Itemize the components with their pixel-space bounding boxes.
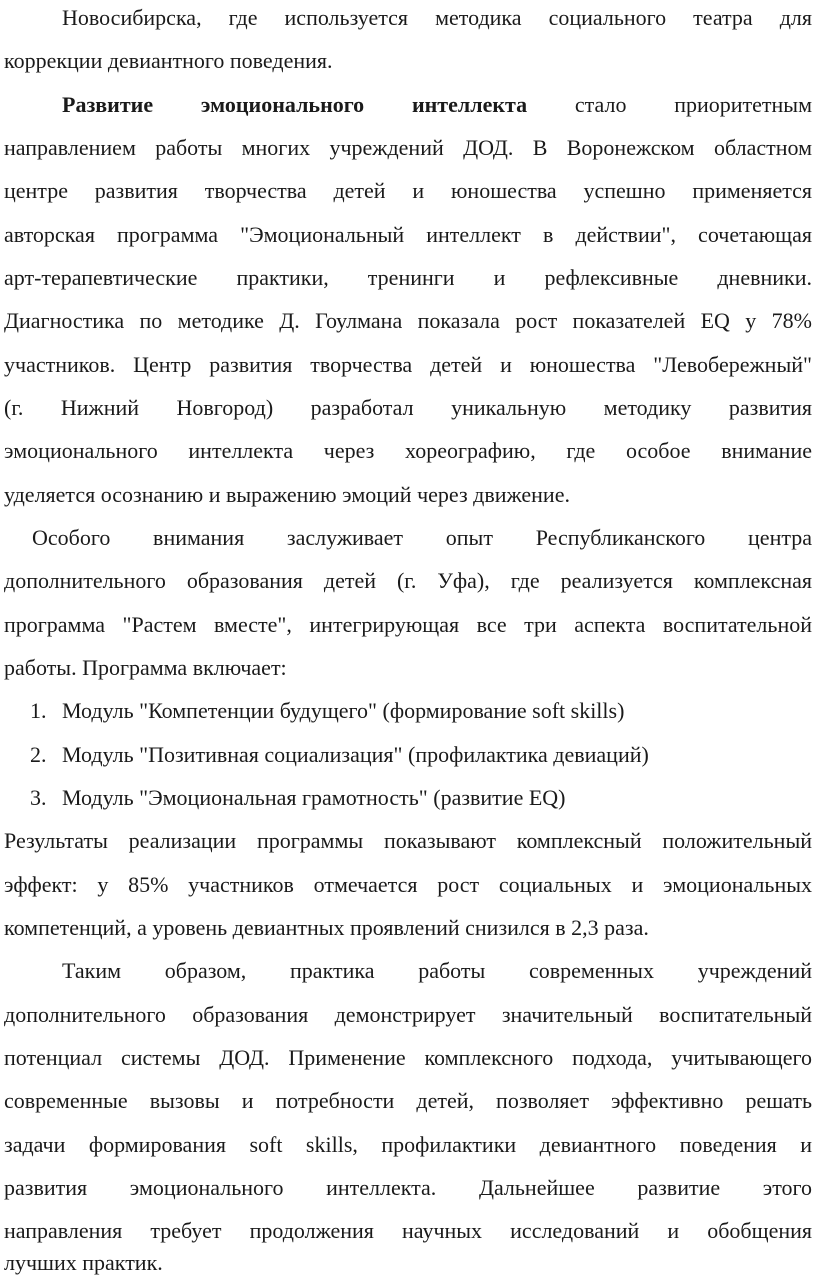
paragraph-line: компетенций, а уровень девиантных проявлений снизился в 2,3 раза.	[4, 915, 649, 940]
paragraph-line: коррекции девиантного поведения.	[4, 48, 333, 73]
paragraph-line: дополнительного образования детей (г. Уфа), где реализуется комплексная	[4, 568, 812, 593]
paragraph-line: авторская программа "Эмоциональный интеллект в действии", сочетающая	[4, 222, 812, 247]
paragraph-line: эмоционального интеллекта через хореографию, где особое внимание	[4, 438, 812, 463]
paragraph-line: участников. Центр развития творчества детей и юношества "Левобережный"	[4, 352, 812, 377]
paragraph-line: дополнительного образования демонстрирует значительный воспитательный	[4, 1002, 812, 1027]
paragraph-line: центре развития творчества детей и юношества успешно применяется	[4, 178, 812, 203]
paragraph-line: Таким образом, практика работы современных учреждений	[62, 958, 812, 983]
paragraph-line: работы. Программа включает:	[4, 655, 287, 680]
paragraph-line: развития эмоционального интеллекта. Дальнейшее развитие этого	[4, 1175, 812, 1200]
bold-lead-phrase: Развитие эмоционального интеллекта	[62, 92, 528, 117]
list-text: Модуль "Позитивная социализация" (профилактика девиаций)	[62, 742, 649, 767]
paragraph-line: уделяется осознанию и выражению эмоций через движение.	[4, 482, 570, 507]
list-number: 3.	[30, 785, 47, 810]
paragraph-line: направления требует продолжения научных исследований и обобщения	[4, 1218, 812, 1243]
list-number: 1.	[30, 698, 47, 723]
paragraph-line: Диагностика по методике Д. Гоулмана показала рост показателей EQ у 78%	[4, 308, 812, 333]
paragraph-line: программа "Растем вместе", интегрирующая все три аспекта воспитательной	[4, 612, 812, 637]
list-text: Модуль "Компетенции будущего" (формирование soft skills)	[62, 698, 625, 723]
paragraph-line: Результаты реализации программы показывают комплексный положительный	[4, 828, 812, 853]
paragraph-line: задачи формирования soft skills, профилактики девиантного поведения и	[4, 1132, 812, 1157]
paragraph-line: направлением работы многих учреждений ДОД. В Воронежском областном	[4, 135, 812, 160]
paragraph-line: эффект: у 85% участников отмечается рост социальных и эмоциональных	[4, 872, 812, 897]
list-number: 2.	[30, 742, 47, 767]
paragraph-line: лучших практик.	[4, 1250, 163, 1275]
paragraph-line: (г. Нижний Новгород) разработал уникальную методику развития	[4, 395, 812, 420]
paragraph-line: Новосибирска, где используется методика социального театра для	[62, 5, 812, 30]
paragraph-line: арт-терапевтические практики, тренинги и рефлексивные дневники.	[4, 265, 812, 290]
paragraph-line-lead	[4, 92, 812, 118]
paragraph-line: Особого внимания заслуживает опыт Республиканского центра	[32, 525, 812, 550]
paragraph-line: потенциал системы ДОД. Применение комплексного подхода, учитывающего	[4, 1045, 812, 1070]
paragraph-text: стало приоритетным	[574, 92, 813, 117]
paragraph-line: современные вызовы и потребности детей, позволяет эффективно решать	[4, 1088, 812, 1113]
list-text: Модуль "Эмоциональная грамотность" (развитие EQ)	[62, 785, 566, 810]
